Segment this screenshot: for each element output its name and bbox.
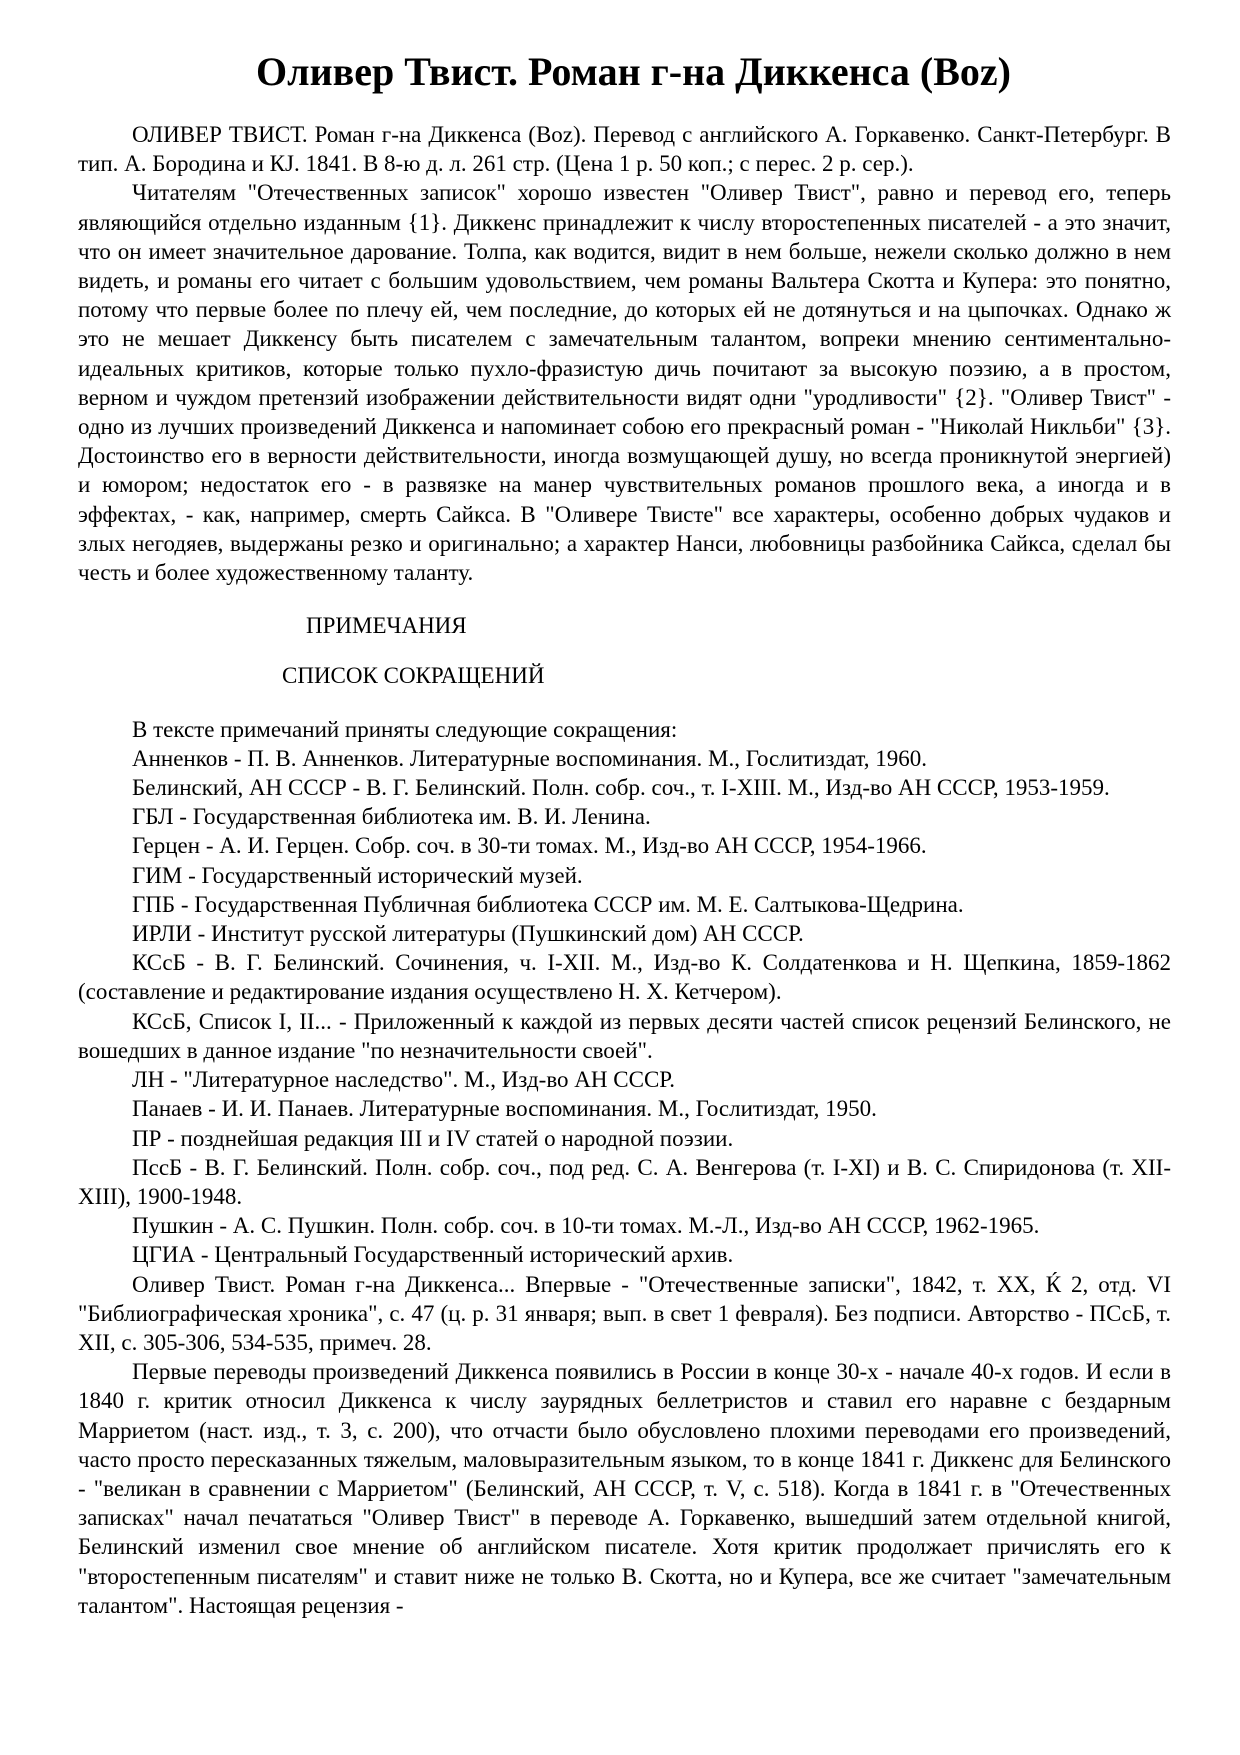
abbreviation-entry: ГИМ - Государственный исторический музей. [132, 862, 583, 888]
commentary-paragraph-body: Первые переводы произведений Диккенса появились в России в конце 30-х - начале 40-х годов. И если в 1840 г. критик относил Диккенса к числу заурядных беллетристов и ставил его наравне с бездарным Марриетом (наст. изд., т. 3, с. 200), что отчасти было обусловлено плохими переводами его произведений, часто просто пересказанных тяжелым, маловыразительным языком, то в конце 1841 г. Диккенс для Белинского - "великан в сравнении с Марриетом" (Белинский, АН СССР, т. V, с. 518). Когда в 1841 г. в "Отечественных записках" начал печататься "Оливер Твист" в переводе А. Горкавенко, вышедший затем отдельной книгой, Белинский изменил свое мнение об английском писателе. Хотя критик продолжает причислять его к "второстепенным писателям" и ставит ниже не только В. Скотта, но и Купера, все же считает "замечательным талантом". Настоящая рецензия - [78, 1359, 1171, 1618]
review-section [78, 120, 1171, 587]
review-paragraph-body: Читателям "Отечественных записок" хорошо известен "Оливер Твист", равно и перевод его, теперь являющийся отдельно изданным {1}. Диккенс принадлежит к числу второстепенных писателей - а это значит, что он имеет значительное дарование. Толпа, как водится, видит в нем больше, нежели сколько должно в нем видеть, и романы его читает с большим удовольствием, чем романы Вальтера Скотта и Купера: это понятно, потому что первые более по плечу ей, чем последние, до которых ей не дотянуться и на цыпочках. Однако ж это не мешает Диккенсу быть писателем с замечательным талантом, вопреки мнению сентиментально-идеальных критиков, которые только пухло-фразистую дичь почитают за высокую поэзию, а в простом, верном и чуждом претензий изображении действительности видят одни "уродливости" {2}. "Оливер Твист" - одно из лучших произведений Диккенса и напоминает собою его прекрасный роман - "Николай Никльби" {3}. Достоинство его в верности действительности, иногда возмущающей душу, но всегда проникнутой энергией) и юмором; недостаток его - в развязке на манер чувствительных романов прошлого века, а иногда и в эффектах, - как, например, смерть Сайкса. В "Оливере Твисте" все характеры, особенно добрых чудаков и злых негодяев, выдержаны резко и оригинально; а характер Нанси, любовницы разбойника Сайкса, сделал бы честь и более художественному таланту. [78, 180, 1171, 586]
abbreviation-entry: Анненков - П. В. Анненков. Литературные воспоминания. М., Гослитиздат, 1960. [132, 745, 927, 771]
abbreviation-entry: ЦГИА - Центральный Государственный исторический архив. [132, 1242, 734, 1268]
abbreviation-entry: КСсБ - В. Г. Белинский. Сочинения, ч. I-XII. М., Изд-во К. Солдатенкова и Н. Щепкина, 1859-1862 (составление и редактирование издания осуществлено Н. Х. Кетчером). [78, 950, 1171, 1005]
abbreviation-entry: ГПБ - Государственная Публичная библиотека СССР им. М. Е. Салтыкова-Щедрина. [132, 891, 964, 917]
document-page [78, 48, 1171, 1620]
abbreviation-entry: Панаев - И. И. Панаев. Литературные воспоминания. М., Гослитиздат, 1950. [132, 1096, 877, 1122]
commentary-paragraph-source: Оливер Твист. Роман г-на Диккенса... Впервые - "Отечественные записки", 1842, т. XX, Ќ 2, отд. VI "Библиографическая хроника", с. 47 (ц. р. 31 января; вып. в свет 1 февраля). Без подписи. Авторство - ПСсБ, т. XII, с. 305-306, 534-535, примеч. 28. [78, 1271, 1171, 1355]
abbreviation-entry: Белинский, АН СССР - В. Г. Белинский. Полн. собр. соч., т. I-XIII. М., Изд-во АН СССР, 1953-1959. [132, 775, 1110, 801]
abbreviation-entry: ИРЛИ - Институт русской литературы (Пушкинский дом) АН СССР. [132, 921, 804, 947]
abbreviations-heading: СПИСОК СОКРАЩЕНИЙ [282, 663, 545, 689]
abbreviation-entry: КСсБ, Список I, II... - Приложенный к каждой из первых десяти частей список рецензий Белинского, не вошедших в данное издание "по незначительности своей". [78, 1008, 1171, 1063]
notes-heading: ПРИМЕЧАНИЯ [306, 613, 467, 639]
abbreviation-entry: ГБЛ - Государственная библиотека им. В. И. Ленина. [132, 804, 651, 830]
review-paragraph-bibliographic: ОЛИВЕР ТВИСТ. Роман г-на Диккенса (Boz). Перевод с английского А. Горкавенко. Санкт-Петербург. В тип. А. Бородина и КЈ. 1841. В 8-ю д. л. 261 стр. (Цена 1 р. 50 коп.; с перес. 2 р. сер.). [78, 122, 1171, 177]
commentary-section [78, 1270, 1171, 1620]
abbreviation-entry: Герцен - А. И. Герцен. Собр. соч. в 30-ти томах. М., Изд-во АН СССР, 1954-1966. [132, 833, 927, 859]
abbreviations-list [78, 715, 1171, 1270]
abbreviation-intro: В тексте примечаний приняты следующие сокращения: [132, 716, 678, 742]
abbreviation-entry: ЛН - "Литературное наследство". М., Изд-во АН СССР. [132, 1067, 675, 1093]
abbreviation-entry: Пушкин - А. С. Пушкин. Полн. собр. соч. в 10-ти томах. М.-Л., Изд-во АН СССР, 1962-1965. [132, 1213, 1040, 1239]
abbreviation-entry: ПссБ - В. Г. Белинский. Полн. собр. соч., под ред. С. А. Венгерова (т. I-XI) и В. С. Спиридонова (т. XII-XIII), 1900-1948. [78, 1154, 1171, 1209]
document-title: Оливер Твист. Роман г-на Диккенса (Boz) [256, 49, 1011, 94]
abbreviation-entry: ПР - позднейшая редакция III и IV статей о народной поэзии. [132, 1125, 734, 1151]
